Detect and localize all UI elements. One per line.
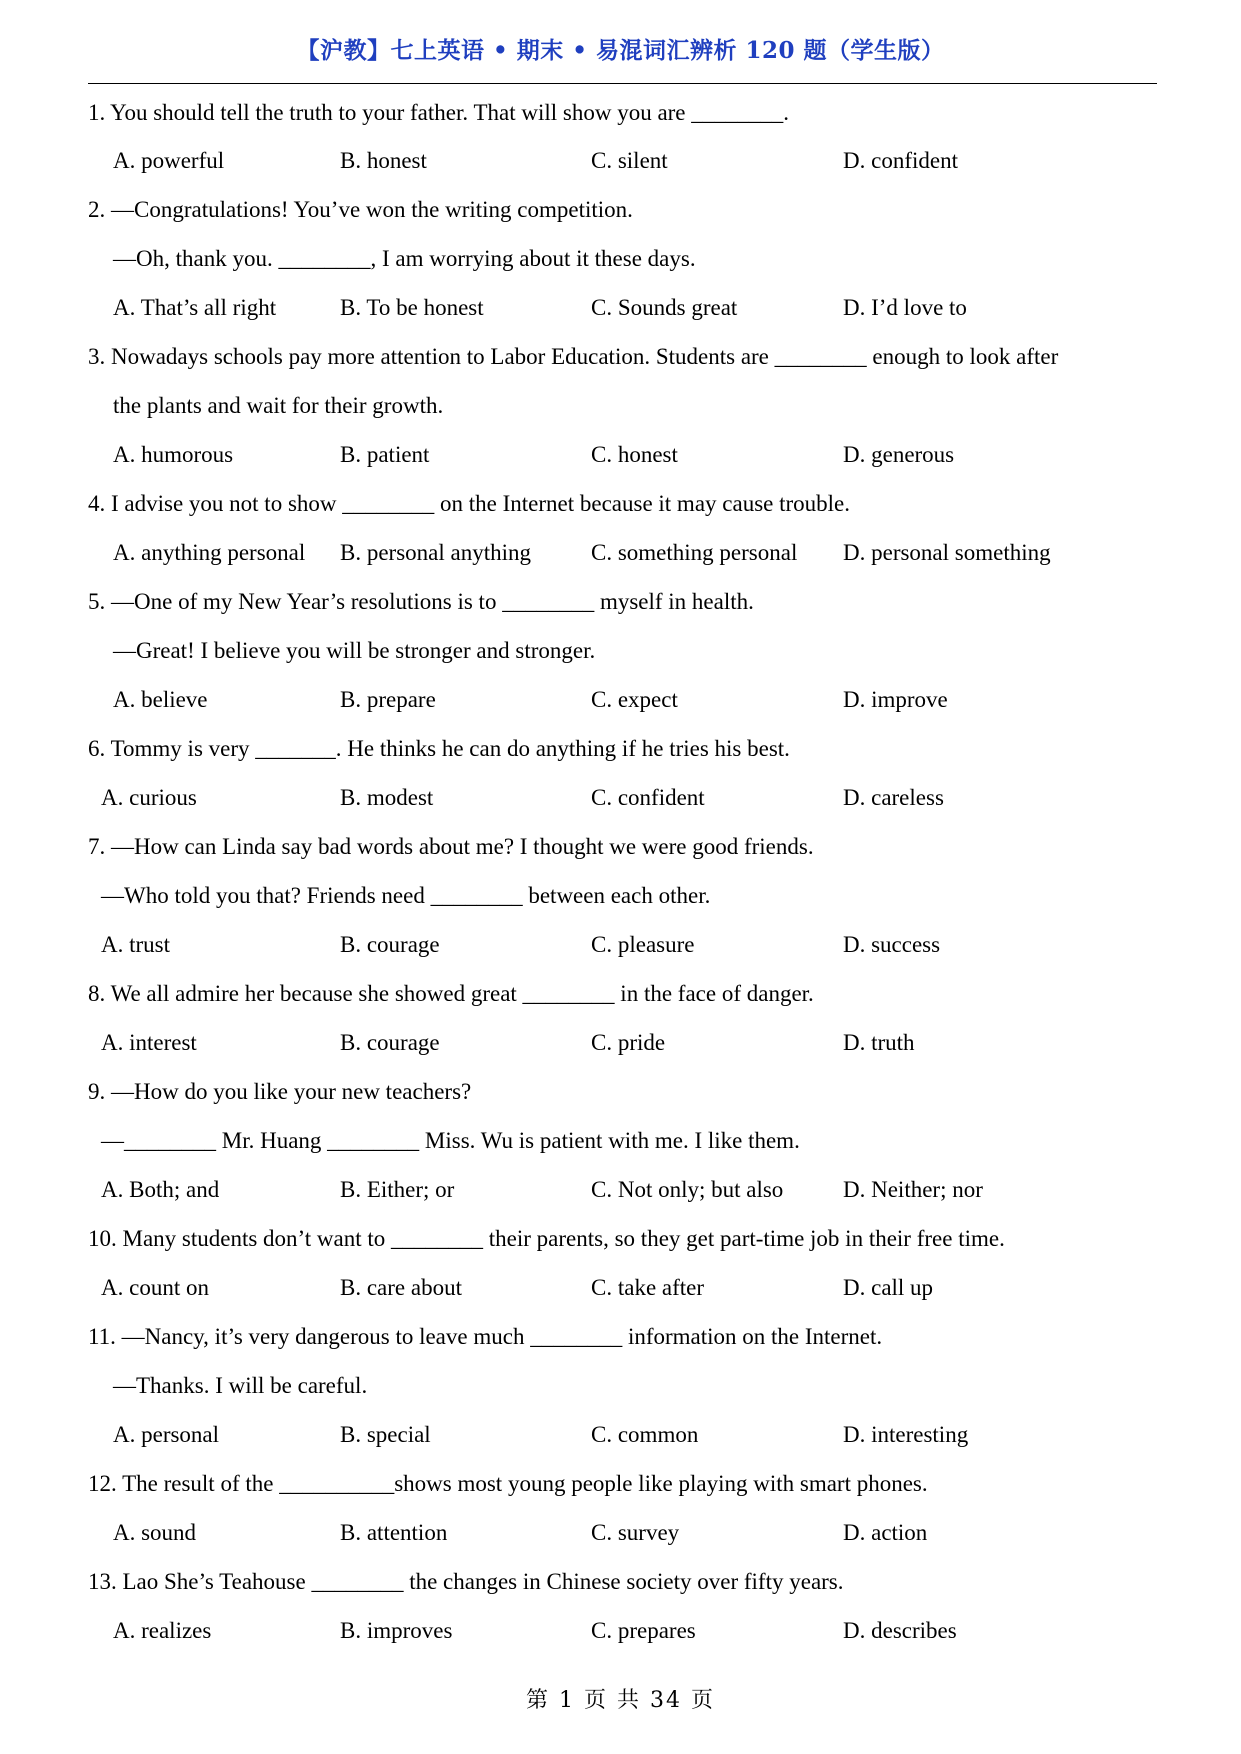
question-5-option-a: A. believe bbox=[113, 687, 208, 712]
question-2-stem-line2: —Oh, thank you. ________, I am worrying about it these days. bbox=[113, 246, 696, 271]
question-3-option-d: D. generous bbox=[843, 442, 955, 467]
question-2-option-d: D. I’d love to bbox=[843, 295, 967, 320]
page-number: 第 1 页 共 34 页 bbox=[526, 1688, 715, 1713]
question-2-option-a: A. That’s all right bbox=[113, 295, 277, 320]
question-3-stem: 3. Nowadays schools pay more attention to Labor Education. Students are ________ enough to look after bbox=[88, 344, 1059, 369]
question-8-stem: 8. We all admire her because she showed great ________ in the face of danger. bbox=[88, 981, 814, 1006]
question-11-option-a: A. personal bbox=[113, 1422, 220, 1447]
question-11-stem: 11. —Nancy, it’s very dangerous to leave much ________ information on the Internet. bbox=[88, 1324, 883, 1349]
question-7-stem-line2: —Who told you that? Friends need ________ between each other. bbox=[101, 883, 711, 908]
question-6-stem: 6. Tommy is very _______. He thinks he can do anything if he tries his best. bbox=[88, 736, 790, 761]
question-11-stem-line2: —Thanks. I will be careful. bbox=[113, 1373, 368, 1398]
document-title: 【沪教】七上英语 • 期末 • 易混词汇辨析 120 题（学生版） bbox=[296, 37, 945, 64]
question-9-option-a: A. Both; and bbox=[101, 1177, 220, 1202]
question-5-option-d: D. improve bbox=[843, 687, 948, 712]
question-13-stem: 13. Lao She’s Teahouse ________ the changes in Chinese society over fifty years. bbox=[88, 1569, 844, 1594]
question-8-option-d: D. truth bbox=[843, 1030, 915, 1055]
question-5-stem: 5. —One of my New Year’s resolutions is to ________ myself in health. bbox=[88, 589, 754, 614]
question-12-option-a: A. sound bbox=[113, 1520, 197, 1545]
question-3-option-a: A. humorous bbox=[113, 442, 234, 467]
question-6-option-d: D. careless bbox=[843, 785, 944, 810]
question-4-option-c: C. something personal bbox=[591, 540, 798, 565]
question-5-option-b: B. prepare bbox=[340, 687, 436, 712]
question-1-option-a: A. powerful bbox=[113, 148, 225, 173]
question-13-option-d: D. describes bbox=[843, 1618, 957, 1643]
question-3-option-c: C. honest bbox=[591, 442, 678, 467]
question-1-option-b: B. honest bbox=[340, 148, 427, 173]
question-13-option-b: B. improves bbox=[340, 1618, 453, 1643]
question-8-option-c: C. pride bbox=[591, 1030, 666, 1055]
question-4-option-a: A. anything personal bbox=[113, 540, 306, 565]
question-10-option-a: A. count on bbox=[101, 1275, 209, 1300]
question-8-option-a: A. interest bbox=[101, 1030, 197, 1055]
question-8-option-b: B. courage bbox=[340, 1030, 440, 1055]
question-6-option-b: B. modest bbox=[340, 785, 434, 810]
question-9-option-d: D. Neither; nor bbox=[843, 1177, 983, 1202]
question-4-option-d: D. personal something bbox=[843, 540, 1051, 565]
question-7-stem: 7. —How can Linda say bad words about me? I thought we were good friends. bbox=[88, 834, 814, 859]
question-3-option-b: B. patient bbox=[340, 442, 430, 467]
question-11-option-c: C. common bbox=[591, 1422, 699, 1447]
question-5-stem-line2: —Great! I believe you will be stronger and stronger. bbox=[113, 638, 596, 663]
question-10-option-d: D. call up bbox=[843, 1275, 934, 1300]
question-2-option-c: C. Sounds great bbox=[591, 295, 738, 320]
question-10-option-b: B. care about bbox=[340, 1275, 462, 1300]
question-3-stem-line2: the plants and wait for their growth. bbox=[113, 393, 444, 418]
question-1-stem: 1. You should tell the truth to your father. That will show you are ________. bbox=[88, 100, 790, 125]
question-9-stem-line2: —________ Mr. Huang ________ Miss. Wu is patient with me. I like them. bbox=[101, 1128, 800, 1153]
question-7-option-d: D. success bbox=[843, 932, 941, 957]
question-9-option-b: B. Either; or bbox=[340, 1177, 455, 1202]
question-13-option-a: A. realizes bbox=[113, 1618, 212, 1643]
question-10-option-c: C. take after bbox=[591, 1275, 705, 1300]
question-1-option-d: D. confident bbox=[843, 148, 958, 173]
question-10-stem: 10. Many students don’t want to ________ their parents, so they get part-time job in their free time. bbox=[88, 1226, 1005, 1251]
question-6-option-a: A. curious bbox=[101, 785, 197, 810]
question-7-option-c: C. pleasure bbox=[591, 932, 695, 957]
question-6-option-c: C. confident bbox=[591, 785, 705, 810]
question-11-option-d: D. interesting bbox=[843, 1422, 969, 1447]
question-12-option-c: C. survey bbox=[591, 1520, 680, 1545]
question-9-option-c: C. Not only; but also bbox=[591, 1177, 784, 1202]
question-5-option-c: C. expect bbox=[591, 687, 678, 712]
question-1-option-c: C. silent bbox=[591, 148, 668, 173]
question-12-stem: 12. The result of the __________shows most young people like playing with smart phones. bbox=[88, 1471, 928, 1496]
question-7-option-a: A. trust bbox=[101, 932, 170, 957]
question-12-option-b: B. attention bbox=[340, 1520, 448, 1545]
question-12-option-d: D. action bbox=[843, 1520, 928, 1545]
question-11-option-b: B. special bbox=[340, 1422, 431, 1447]
question-13-option-c: C. prepares bbox=[591, 1618, 696, 1643]
question-4-option-b: B. personal anything bbox=[340, 540, 531, 565]
question-2-option-b: B. To be honest bbox=[340, 295, 484, 320]
question-9-stem: 9. —How do you like your new teachers? bbox=[88, 1079, 472, 1104]
question-4-stem: 4. I advise you not to show ________ on the Internet because it may cause trouble. bbox=[88, 491, 851, 516]
question-7-option-b: B. courage bbox=[340, 932, 440, 957]
question-2-stem: 2. —Congratulations! You’ve won the writing competition. bbox=[88, 197, 633, 222]
